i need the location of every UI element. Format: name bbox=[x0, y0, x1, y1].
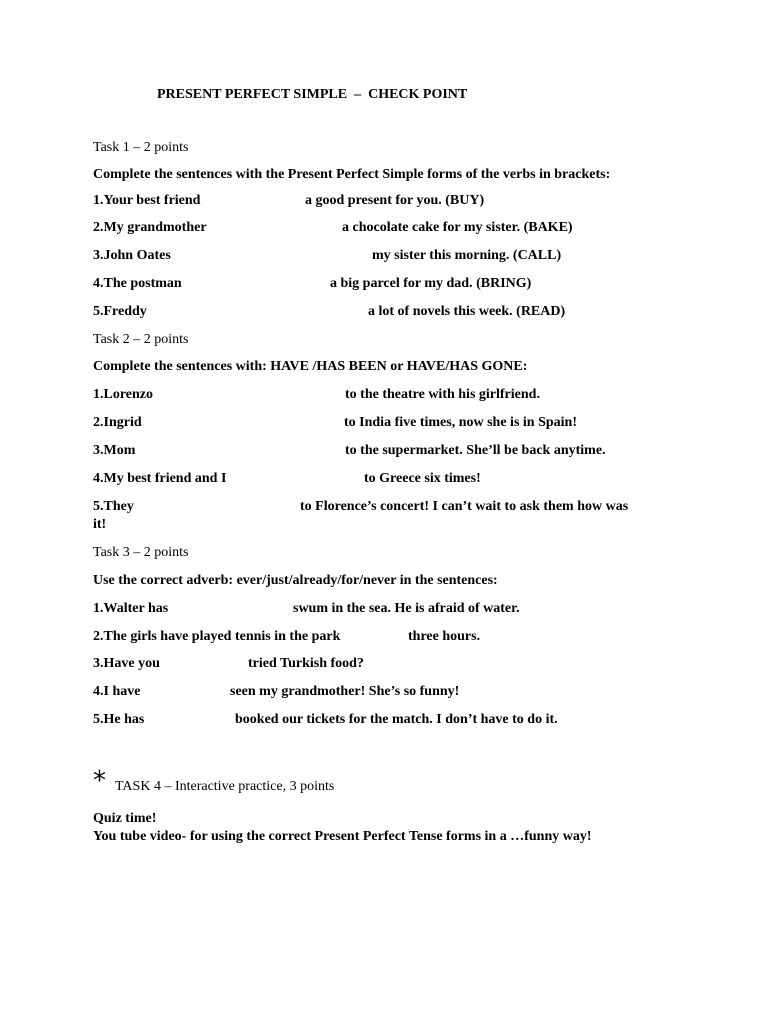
task3-item-2-subject: 2.The girls have played tennis in the park bbox=[93, 629, 341, 644]
task1-item-5-subject: 5.Freddy bbox=[93, 304, 147, 319]
task3-item-5-subject: 5.He has bbox=[93, 712, 145, 727]
task2-item-3-rest: to the supermarket. She’ll be back anytime. bbox=[345, 443, 606, 458]
task2-item-5-continuation: it! bbox=[93, 517, 107, 532]
page-title: PRESENT PERFECT SIMPLE – CHECK POINT bbox=[157, 87, 468, 102]
task3-instruction: Use the correct adverb: ever/just/already/for/never in the sentences: bbox=[93, 573, 498, 588]
task4-quiz-line: Quiz time! bbox=[93, 811, 157, 826]
task2-item-2-subject: 2.Ingrid bbox=[93, 415, 142, 430]
task4-heading: TASK 4 – Interactive practice, 3 points bbox=[115, 779, 335, 794]
task1-item-2-subject: 2.My grandmother bbox=[93, 220, 207, 235]
asterisk-icon: * bbox=[93, 766, 106, 796]
task2-item-5-subject: 5.They bbox=[93, 499, 134, 514]
task1-item-4-subject: 4.The postman bbox=[93, 276, 182, 291]
task2-item-2-rest: to India five times, now she is in Spain! bbox=[344, 415, 577, 430]
task3-item-1-subject: 1.Walter has bbox=[93, 601, 169, 616]
task3-item-2-rest: three hours. bbox=[408, 629, 481, 644]
task2-instruction: Complete the sentences with: HAVE /HAS BEEN or HAVE/HAS GONE: bbox=[93, 359, 528, 374]
task3-heading: Task 3 – 2 points bbox=[93, 545, 189, 560]
task3-item-3-rest: tried Turkish food? bbox=[248, 656, 364, 671]
task1-heading: Task 1 – 2 points bbox=[93, 140, 189, 155]
task2-item-1-subject: 1.Lorenzo bbox=[93, 387, 154, 402]
task1-item-1-rest: a good present for you. (BUY) bbox=[305, 193, 485, 208]
task3-item-5-rest: booked our tickets for the match. I don’t have to do it. bbox=[235, 712, 558, 727]
task1-item-1-subject: 1.Your best friend bbox=[93, 193, 201, 208]
task3-item-4-subject: 4.I have bbox=[93, 684, 141, 699]
task1-item-4-rest: a big parcel for my dad. (BRING) bbox=[330, 276, 532, 291]
task3-item-1-rest: swum in the sea. He is afraid of water. bbox=[293, 601, 520, 616]
task2-item-1-rest: to the theatre with his girlfriend. bbox=[345, 387, 540, 402]
task3-item-3-subject: 3.Have you bbox=[93, 656, 160, 671]
task2-item-5-rest: to Florence’s concert! I can’t wait to ask them how was bbox=[300, 499, 629, 514]
task2-item-4-subject: 4.My best friend and I bbox=[93, 471, 227, 486]
task1-item-5-rest: a lot of novels this week. (READ) bbox=[368, 304, 566, 319]
task1-item-2-rest: a chocolate cake for my sister. (BAKE) bbox=[342, 220, 573, 235]
task2-item-3-subject: 3.Mom bbox=[93, 443, 136, 458]
task3-item-4-rest: seen my grandmother! She’s so funny! bbox=[230, 684, 460, 699]
task1-item-3-rest: my sister this morning. (CALL) bbox=[372, 248, 562, 263]
task1-instruction: Complete the sentences with the Present Perfect Simple forms of the verbs in brackets: bbox=[93, 167, 611, 182]
task4-video-line: You tube video- for using the correct Present Perfect Tense forms in a …funny way! bbox=[93, 829, 592, 844]
task2-heading: Task 2 – 2 points bbox=[93, 332, 189, 347]
task2-item-4-rest: to Greece six times! bbox=[364, 471, 481, 486]
task1-item-3-subject: 3.John Oates bbox=[93, 248, 171, 263]
